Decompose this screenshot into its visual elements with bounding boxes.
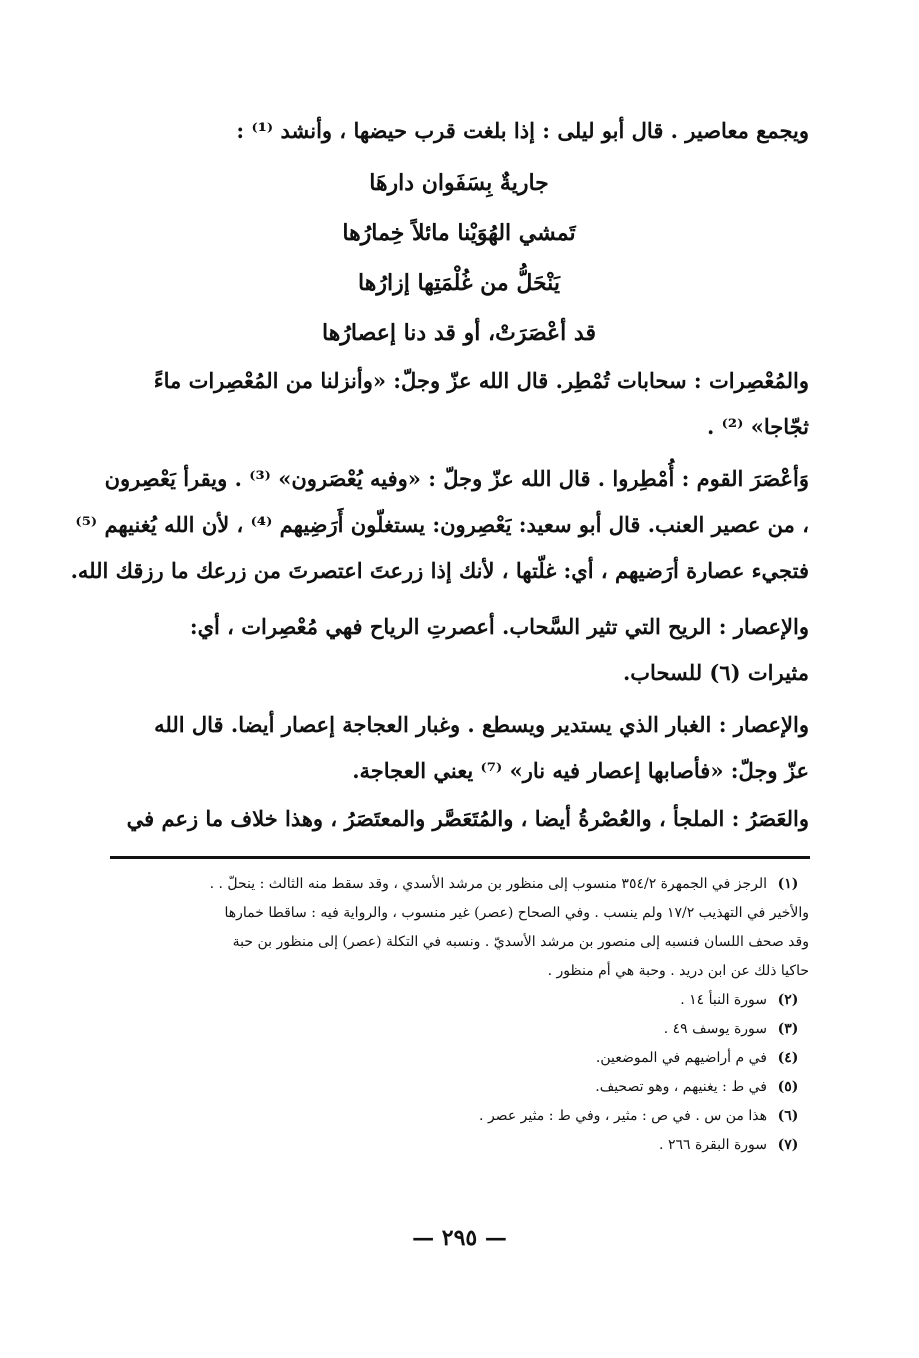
text-line: عزّ وجلّ: «فأصابها إعصار فيه نار» ⁽⁷⁾ يعني العجاجة. <box>352 758 809 783</box>
footnote-number: (٦) <box>777 1108 799 1124</box>
poem-verse: يَنْحَلُّ من غُلْمَتِها إزارُها <box>358 270 560 296</box>
footnote-number: (٢) <box>777 992 799 1008</box>
footnote-1 <box>99 870 809 899</box>
text-line: ويجمع معاصير . قال أبو ليلى : إذا بلغت قرب حيضها ، وأنشد ⁽¹⁾ : <box>236 118 809 143</box>
footnote-number: (١) <box>777 876 799 892</box>
paragraph-5 <box>109 702 809 794</box>
text-line: فتجيء عصارة أرَضيهم ، أي: غلّتها ، لأنك إذا زرعتَ اعتصرتَ من زرعك ما رزقك الله. <box>70 558 809 583</box>
text-line: مثيرات (٦) للسحاب. <box>622 660 809 685</box>
paragraph-6 <box>109 796 809 842</box>
footnote-text: سورة النبأ ١٤ . <box>680 992 767 1008</box>
footnote-6 <box>99 1102 809 1131</box>
footnote-number: (٥) <box>777 1079 799 1095</box>
footnote-text: سورة البقرة ٢٦٦ . <box>659 1137 767 1153</box>
text-line: والمُعْصِرات : سحابات تُمْطِر. قال الله عزّ وجلّ: «وأنزلنا من المُعْصِرات ماءً <box>153 368 809 393</box>
footnotes <box>99 870 809 1160</box>
footnote-text: الرجز في الجمهرة ٣٥٤/٢ منسوب إلى منظور بن مرشد الأسدي ، وقد سقط منه الثالث : ينحلّ . . <box>209 876 767 892</box>
footnote-2 <box>99 986 809 1015</box>
text-line: والإعصار : الريح التي تثير السَّحاب. أعصرتِ الرياح فهي مُعْصِرات ، أي: <box>189 614 809 639</box>
footnote-text: في ط : يغنيهم ، وهو تصحيف. <box>595 1079 767 1095</box>
text-line: والإعصار : الغبار الذي يستدير ويسطع . وغبار العجاجة إعصار أيضا. قال الله <box>154 712 809 737</box>
paragraph-1 <box>109 108 809 154</box>
footnote-text-continued: حاكيا ذلك عن ابن دريد . وحبة هي أم منظور . <box>547 963 809 979</box>
footnote-text-continued: والأخير في التهذيب ١٧/٢ ولم ينسب . وفي الصحاح (عصر) غير منسوب ، والرواية فيه : ساقطا خمارها <box>224 905 809 921</box>
footnote-5 <box>99 1073 809 1102</box>
text-line: وَأعْصَرَ القوم : أُمْطِروا . قال الله عزّ وجلّ : «وفيه يُعْصَرون» ⁽³⁾ . ويقرأ يَعْصِرون <box>104 466 809 491</box>
page-number: — ٢٩٥ — <box>412 1225 507 1251</box>
footnote-number: (٧) <box>777 1137 799 1153</box>
paragraph-4 <box>109 604 809 696</box>
footnote-number: (٤) <box>777 1050 799 1066</box>
paragraph-2 <box>109 358 809 450</box>
text-line: ، من عصير العنب. قال أبو سعيد: يَعْصِرون: يستغلّون أَرَضِيهم ⁽⁴⁾ ، لأن الله يُغنيهم ⁽⁵⁾ <box>75 512 809 537</box>
footnote-4 <box>99 1044 809 1073</box>
footnote-text: هذا من س . في ص : مثير ، وفي ط : مثير عصر . <box>479 1108 767 1124</box>
poem-block <box>229 158 689 358</box>
footnote-text: سورة يوسف ٤٩ . <box>663 1021 767 1037</box>
poem-verse: قد أعْصَرَتْ، أو قد دنا إعصارُها <box>321 320 596 346</box>
poem-verse: جاريةٌ بِسَفَوان دارهَا <box>369 170 549 196</box>
footnote-7 <box>99 1131 809 1160</box>
paragraph-3 <box>70 456 809 594</box>
text-line: والعَصَرُ : الملجأ ، والعُصْرةُ أيضا ، والمُتَعَصَّر والمعتَصَرُ ، وهذا خلاف ما زعم في <box>126 806 809 831</box>
footnote-number: (٣) <box>777 1021 799 1037</box>
footnote-text-continued: وقد صحف اللسان فنسبه إلى منصور بن مرشد الأسديّ . ونسبه في التكلة (عصر) إلى منظور بن حبة <box>232 934 809 950</box>
footnote-divider <box>110 856 810 859</box>
poem-verse: تَمشي الهُوَيْنا مائلاً خِمارُها <box>342 220 576 246</box>
footnote-3 <box>99 1015 809 1044</box>
text-line: ثجّاجا» ⁽²⁾ . <box>707 414 809 439</box>
footnote-text: في م أراضيهم في الموضعين. <box>595 1050 767 1066</box>
